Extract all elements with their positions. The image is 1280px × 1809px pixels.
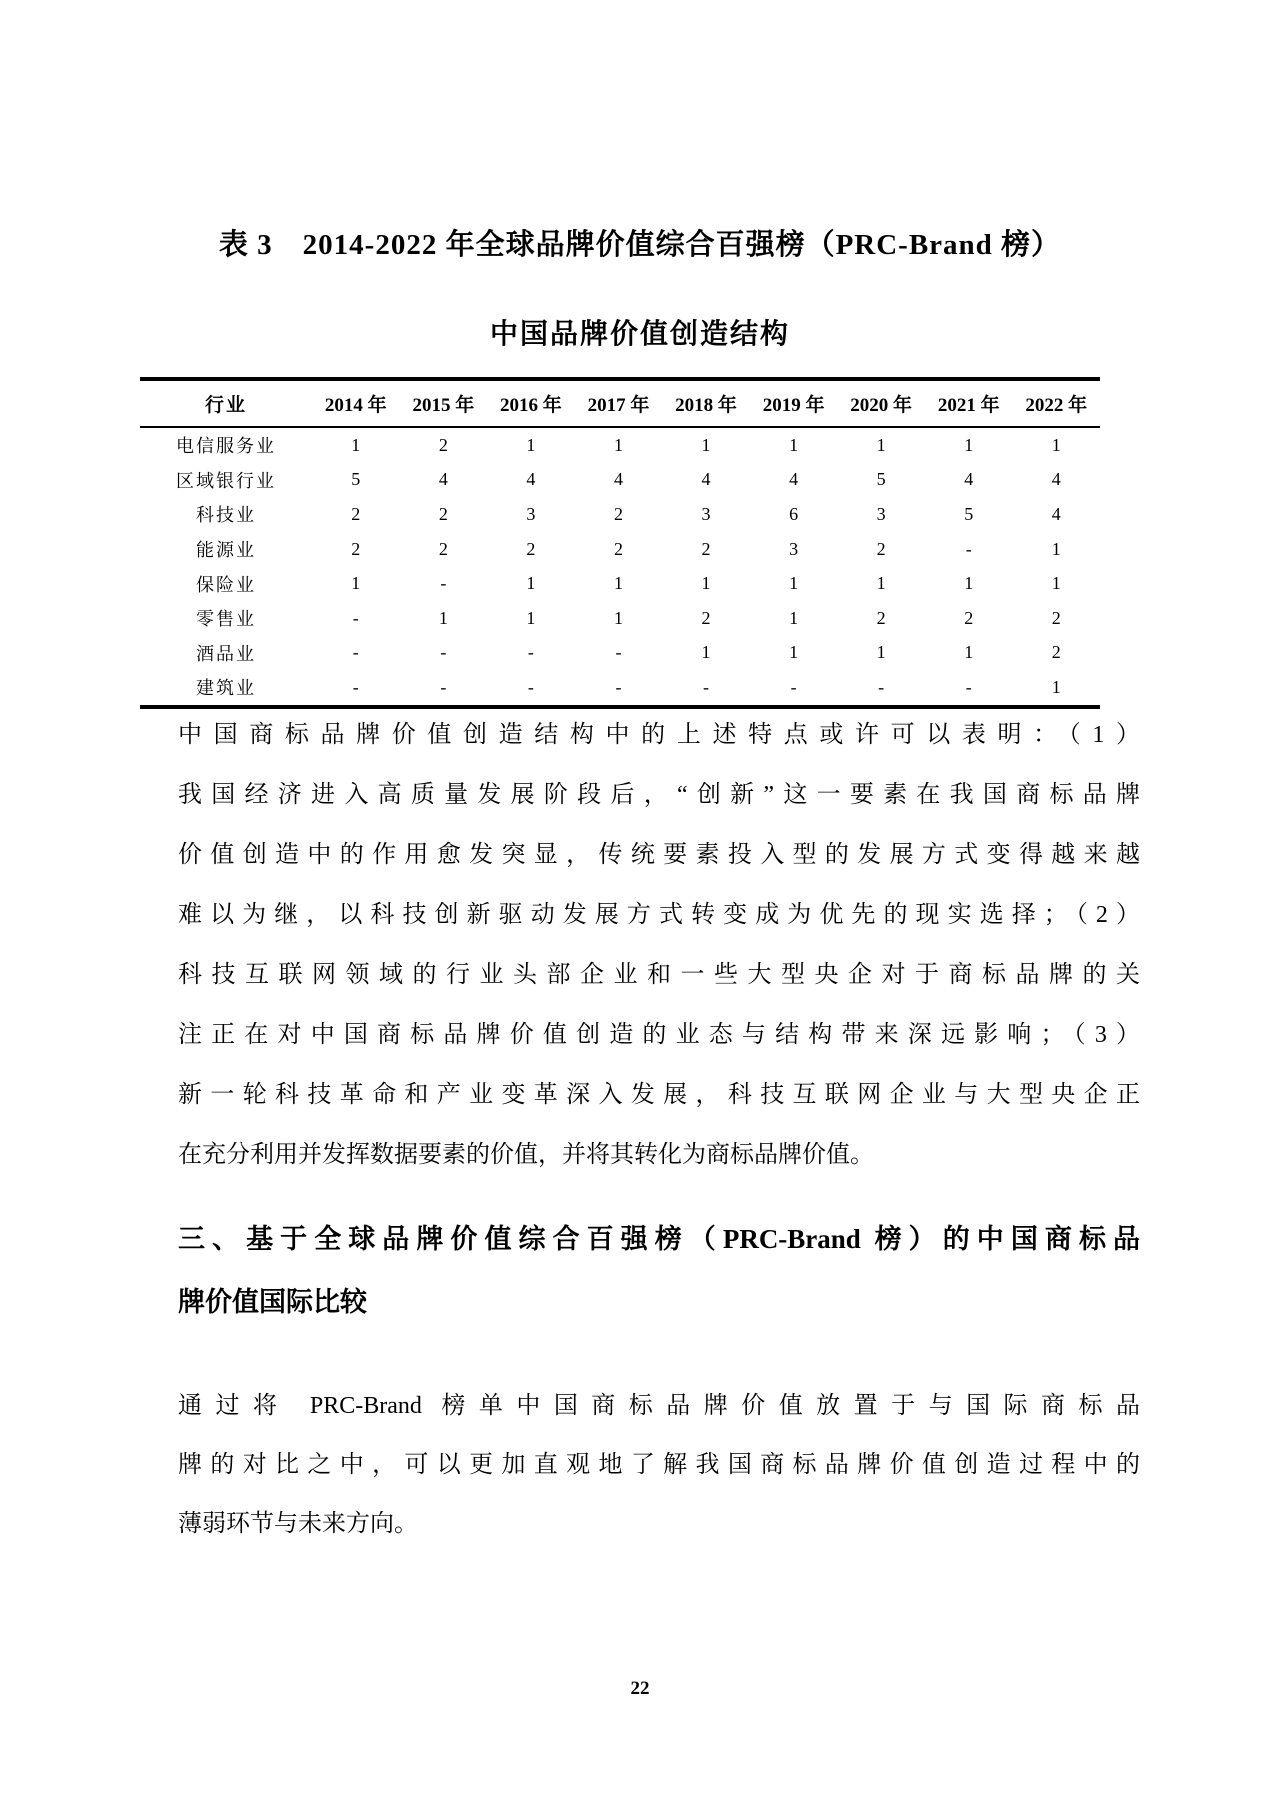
paragraph-line: 我国经济进入高质量发展阶段后，“创新”这一要素在我国商标品牌 [178, 782, 1140, 808]
value-cell: 2 [438, 538, 448, 559]
paragraph-line: 科技互联网领域的行业头部企业和一些大型央企对于商标品牌的关 [178, 962, 1140, 988]
value-cell: 1 [789, 607, 799, 628]
paragraph-line: 注正在对中国商标品牌价值创造的业态与结构带来深远影响；（3） [178, 1022, 1140, 1048]
table-row [140, 428, 1100, 463]
value-cell: 1 [876, 573, 886, 594]
industry-label-cell: 零售业 [196, 609, 256, 630]
value-cell: - [703, 676, 710, 697]
value-cell: 1 [613, 573, 623, 594]
value-cell: - [615, 676, 622, 697]
table-body [140, 428, 1100, 705]
value-cell: 2 [701, 607, 711, 628]
table-header-cell: 2016 年 [500, 395, 562, 416]
value-cell: 1 [1051, 676, 1061, 697]
paragraph-line: 价值创造中的作用愈发突显，传统要素投入型的发展方式变得越来越 [178, 842, 1140, 868]
row-value-cells [312, 573, 1100, 594]
industry-label-cell: 能源业 [196, 540, 256, 561]
value-cell: 1 [613, 607, 623, 628]
value-cell: 4 [438, 469, 448, 490]
value-cell: 1 [613, 434, 623, 455]
value-cell: 3 [701, 503, 711, 524]
table-row [140, 636, 1100, 671]
paragraph-line: 新一轮科技革命和产业变革深入发展，科技互联网企业与大型央企正 [178, 1082, 1140, 1108]
table-row [140, 497, 1100, 532]
value-cell: - [440, 573, 447, 594]
value-cell: 1 [1051, 538, 1061, 559]
value-cell: 1 [964, 434, 974, 455]
table-row [140, 670, 1100, 705]
section-heading-line: 三、基于全球品牌价值综合百强榜（PRC-Brand 榜）的中国商标品 [178, 1224, 1140, 1254]
row-value-cells [312, 435, 1100, 456]
table-header-cell: 2021 年 [937, 395, 1000, 416]
value-cell: 1 [1051, 434, 1061, 455]
industry-label-cell: 酒品业 [196, 643, 256, 664]
paragraph-line: 中国商标品牌价值创造结构中的上述特点或许可以表明：（1） [178, 722, 1140, 748]
value-cell: 1 [526, 573, 536, 594]
body-paragraph-2 [178, 1377, 1140, 1554]
value-cell: 2 [613, 503, 623, 524]
value-cell: - [352, 642, 359, 663]
value-cell: 1 [964, 642, 974, 663]
value-cell: 2 [438, 434, 448, 455]
table-header-years [312, 390, 1100, 417]
table-row [140, 532, 1100, 567]
table-header-cell: 2014 年 [324, 395, 387, 416]
page-number: 22 [630, 1678, 650, 1699]
table-caption-subtitle: 中国品牌价值创造结构 [489, 319, 790, 350]
row-value-cells [312, 504, 1100, 525]
table-header-row [140, 381, 1100, 428]
value-cell: - [965, 676, 972, 697]
value-cell: 1 [876, 642, 886, 663]
value-cell: 1 [526, 607, 536, 628]
table-caption-title: 表 3 2014-2022 年全球品牌价值综合百强榜（PRC-Brand 榜） [218, 229, 1062, 261]
value-cell: - [352, 607, 359, 628]
table-row [140, 601, 1100, 636]
value-cell: 4 [789, 469, 799, 490]
value-cell: 2 [876, 538, 886, 559]
value-cell: - [352, 676, 359, 697]
value-cell: 2 [964, 607, 974, 628]
value-cell: - [965, 538, 972, 559]
value-cell: 2 [1051, 642, 1061, 663]
value-cell: 1 [351, 573, 361, 594]
value-cell: 1 [789, 434, 799, 455]
value-cell: 4 [1051, 503, 1061, 524]
value-cell: 4 [1051, 469, 1061, 490]
value-cell: 5 [964, 503, 974, 524]
row-value-cells [312, 539, 1100, 560]
section-heading [178, 1208, 1140, 1334]
value-cell: 5 [351, 469, 361, 490]
value-cell: 1 [701, 434, 711, 455]
brand-value-structure-table [140, 377, 1100, 709]
table-header-cell: 2019 年 [762, 395, 825, 416]
value-cell: - [790, 676, 797, 697]
industry-label-cell: 保险业 [196, 574, 256, 595]
value-cell: 1 [789, 573, 799, 594]
table-header-cell: 2018 年 [675, 395, 737, 416]
row-value-cells [312, 469, 1100, 490]
value-cell: 1 [351, 434, 361, 455]
value-cell: 4 [964, 469, 974, 490]
value-cell: 1 [701, 573, 711, 594]
value-cell: - [878, 676, 885, 697]
value-cell: 3 [876, 503, 886, 524]
industry-label-cell: 电信服务业 [176, 436, 276, 457]
table-header-cell: 2017 年 [587, 395, 650, 416]
value-cell: - [527, 676, 534, 697]
value-cell: 4 [613, 469, 623, 490]
value-cell: 2 [526, 538, 536, 559]
value-cell: - [527, 642, 534, 663]
industry-label-cell: 科技业 [196, 505, 256, 526]
paragraph-line: 薄弱环节与未来方向。 [178, 1511, 418, 1537]
table-row [140, 463, 1100, 498]
table-header-cell: 2022 年 [1025, 395, 1088, 416]
table-header-cell: 2015 年 [412, 395, 475, 416]
value-cell: 2 [613, 538, 623, 559]
value-cell: 1 [701, 642, 711, 663]
table-header-industry: 行业 [204, 395, 247, 416]
value-cell: 3 [526, 503, 536, 524]
section-heading-line: 牌价值国际比较 [178, 1287, 367, 1317]
row-value-cells [312, 677, 1100, 698]
value-cell: - [615, 642, 622, 663]
value-cell: 4 [526, 469, 536, 490]
row-value-cells [312, 608, 1100, 629]
value-cell: 1 [526, 434, 536, 455]
value-cell: 1 [1051, 573, 1061, 594]
value-cell: - [440, 642, 447, 663]
paragraph-line: 在充分利用并发挥数据要素的价值，并将其转化为商标品牌价值。 [178, 1142, 874, 1168]
paragraph-line: 通过将 PRC-Brand 榜单中国商标品牌价值放置于与国际商标品 [178, 1393, 1140, 1419]
value-cell: 2 [1051, 607, 1061, 628]
table-header-cell: 2020 年 [850, 395, 913, 416]
value-cell: 4 [701, 469, 711, 490]
value-cell: 2 [351, 503, 361, 524]
value-cell: 6 [789, 503, 799, 524]
value-cell: 1 [789, 642, 799, 663]
value-cell: 2 [351, 538, 361, 559]
value-cell: 2 [438, 503, 448, 524]
value-cell: 5 [876, 469, 886, 490]
body-paragraph-1 [178, 705, 1140, 1185]
industry-label-cell: 区域银行业 [176, 470, 276, 491]
row-value-cells [312, 642, 1100, 663]
value-cell: - [440, 676, 447, 697]
value-cell: 3 [789, 538, 799, 559]
paragraph-line: 难以为继，以科技创新驱动发展方式转变成为优先的现实选择；（2） [178, 902, 1140, 928]
value-cell: 1 [964, 573, 974, 594]
paragraph-line: 牌的对比之中，可以更加直观地了解我国商标品牌价值创造过程中的 [178, 1452, 1140, 1478]
table-row [140, 566, 1100, 601]
value-cell: 1 [876, 434, 886, 455]
value-cell: 2 [876, 607, 886, 628]
value-cell: 2 [701, 538, 711, 559]
industry-label-cell: 建筑业 [196, 678, 256, 699]
value-cell: 1 [438, 607, 448, 628]
